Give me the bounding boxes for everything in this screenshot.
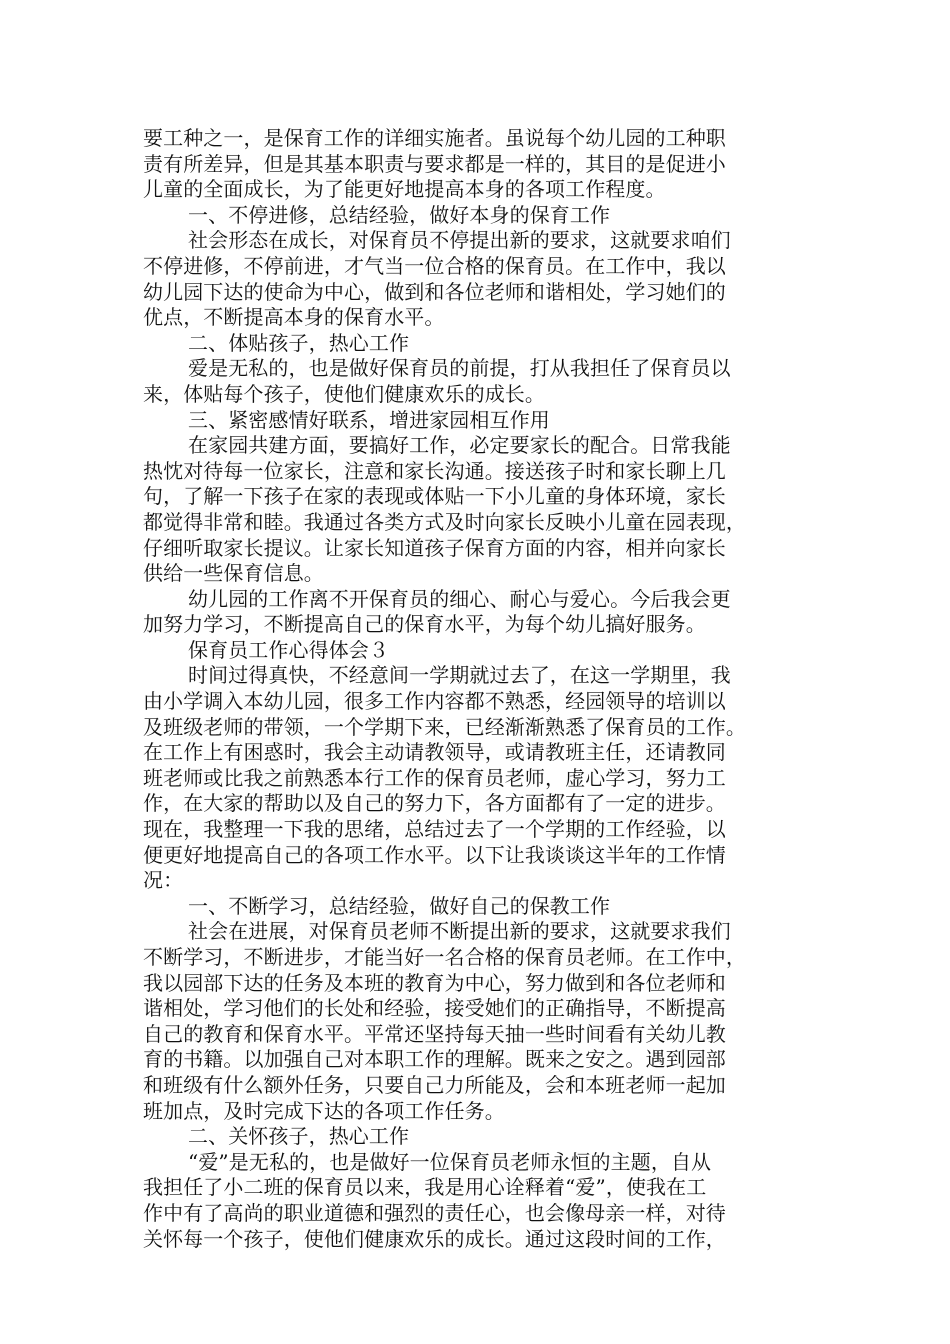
text-line: 时间过得真快，不经意间一学期就过去了，在这一学期里，我 (188, 663, 731, 688)
text-line: 优点，不断提高本身的保育水平。 (143, 305, 445, 330)
text-line: 一、不停进修，总结经验，做好本身的保育工作 (188, 202, 611, 227)
text-line: 爱是无私的，也是做好保育员的前提，打从我担任了保育员以 (188, 356, 731, 381)
text-line: 班加点，及时完成下达的各项工作任务。 (143, 1098, 505, 1123)
text-line: 我以园部下达的任务及本班的教育为中心，努力做到和各位老师和 (143, 970, 726, 995)
text-line: 现在，我整理一下我的思绪，总结过去了一个学期的工作经验，以 (143, 817, 726, 842)
text-line: 在家园共建方面，要搞好工作，必定要家长的配合。日常我能 (188, 433, 731, 458)
text-line: 二、关怀孩子，热心工作 (188, 1124, 410, 1149)
text-line: 不停进修，不停前进，才气当一位合格的保育员。在工作中，我以 (143, 253, 726, 278)
text-line: 和班级有什么额外任务，只要自己力所能及，会和本班老师一起加 (143, 1072, 726, 1097)
text-line: 我担任了小二班的保育员以来，我是用心诠释着“爱”，使我在工 (143, 1175, 707, 1200)
text-line: 便更好地提高自己的各项工作水平。以下让我谈谈这半年的工作情 (143, 842, 726, 867)
text-line: 都觉得非常和睦。我通过各类方式及时向家长反映小儿童在园表现， (143, 509, 746, 534)
text-line: 儿童的全面成长，为了能更好地提高本身的各项工作程度。 (143, 177, 666, 202)
text-line: 谐相处，学习他们的长处和经验，接受她们的正确指导，不断提高 (143, 996, 726, 1021)
text-line: 二、体贴孩子，热心工作 (188, 330, 410, 355)
text-line: 关怀每一个孩子，使他们健康欢乐的成长。通过这段时间的工作， (143, 1226, 726, 1251)
text-line: “爱”是无私的，也是做好一位保育员老师永恒的主题，自从 (188, 1149, 712, 1174)
text-line: 责有所差异，但是其基本职责与要求都是一样的，其目的是促进小 (143, 151, 726, 176)
text-line: 供给一些保育信息。 (143, 561, 324, 586)
text-line: 幼儿园下达的使命为中心，做到和各位老师和谐相处，学习她们的 (143, 279, 726, 304)
text-line: 不断学习，不断进步，才能当好一名合格的保育员老师。在工作中， (143, 945, 746, 969)
text-line: 三、紧密感情好联系，增进家园相互作用 (188, 407, 550, 432)
text-line: 保育员工作心得体会３ (188, 637, 389, 662)
text-line: 社会形态在成长，对保育员不停提出新的要求，这就要求咱们 (188, 228, 731, 253)
text-line: 作，在大家的帮助以及自己的努力下，各方面都有了一定的进步。 (143, 791, 726, 816)
text-line: 社会在进展，对保育员老师不断提出新的要求，这就要求我们 (188, 919, 731, 944)
text-line: 热忱对待每一位家长，注意和家长沟通。接送孩子时和家长聊上几 (143, 458, 726, 483)
text-line: 仔细听取家长提议。让家长知道孩子保育方面的内容，相并向家长 (143, 535, 726, 560)
text-line: 自己的教育和保育水平。平常还坚持每天抽一些时间看有关幼儿教 (143, 1021, 726, 1046)
text-line: 育的书籍。以加强自己对本职工作的理解。既来之安之。遇到园部 (143, 1047, 726, 1072)
text-line: 在工作上有困惑时，我会主动请教领导，或请教班主任，还请教同 (143, 740, 726, 765)
text-line: 来，体贴每个孩子，使他们健康欢乐的成长。 (143, 381, 545, 406)
text-line: 班老师或比我之前熟悉本行工作的保育员老师，虚心学习，努力工 (143, 765, 726, 790)
text-line: 由小学调入本幼儿园，很多工作内容都不熟悉，经园领导的培训以 (143, 689, 726, 714)
text-line: 要工种之一，是保育工作的详细实施者。虽说每个幼儿园的工种职 (143, 126, 726, 150)
text-line: 一、不断学习，总结经验，做好自己的保教工作 (188, 893, 611, 918)
text-line: 作中有了高尚的职业道德和强烈的责任心，也会像母亲一样，对待 (143, 1200, 726, 1225)
text-line: 况： (143, 868, 184, 893)
text-line: 句，了解一下孩子在家的表现或体贴一下小儿童的身体环境，家长 (143, 484, 726, 509)
text-line: 幼儿园的工作离不开保育员的细心、耐心与爱心。今后我会更 (188, 586, 731, 611)
text-line: 及班级老师的带领，一个学期下来，已经渐渐熟悉了保育员的工作。 (143, 714, 746, 739)
document-body (143, 126, 813, 1252)
text-line: 加努力学习，不断提高自己的保育水平，为每个幼儿搞好服务。 (143, 612, 706, 637)
